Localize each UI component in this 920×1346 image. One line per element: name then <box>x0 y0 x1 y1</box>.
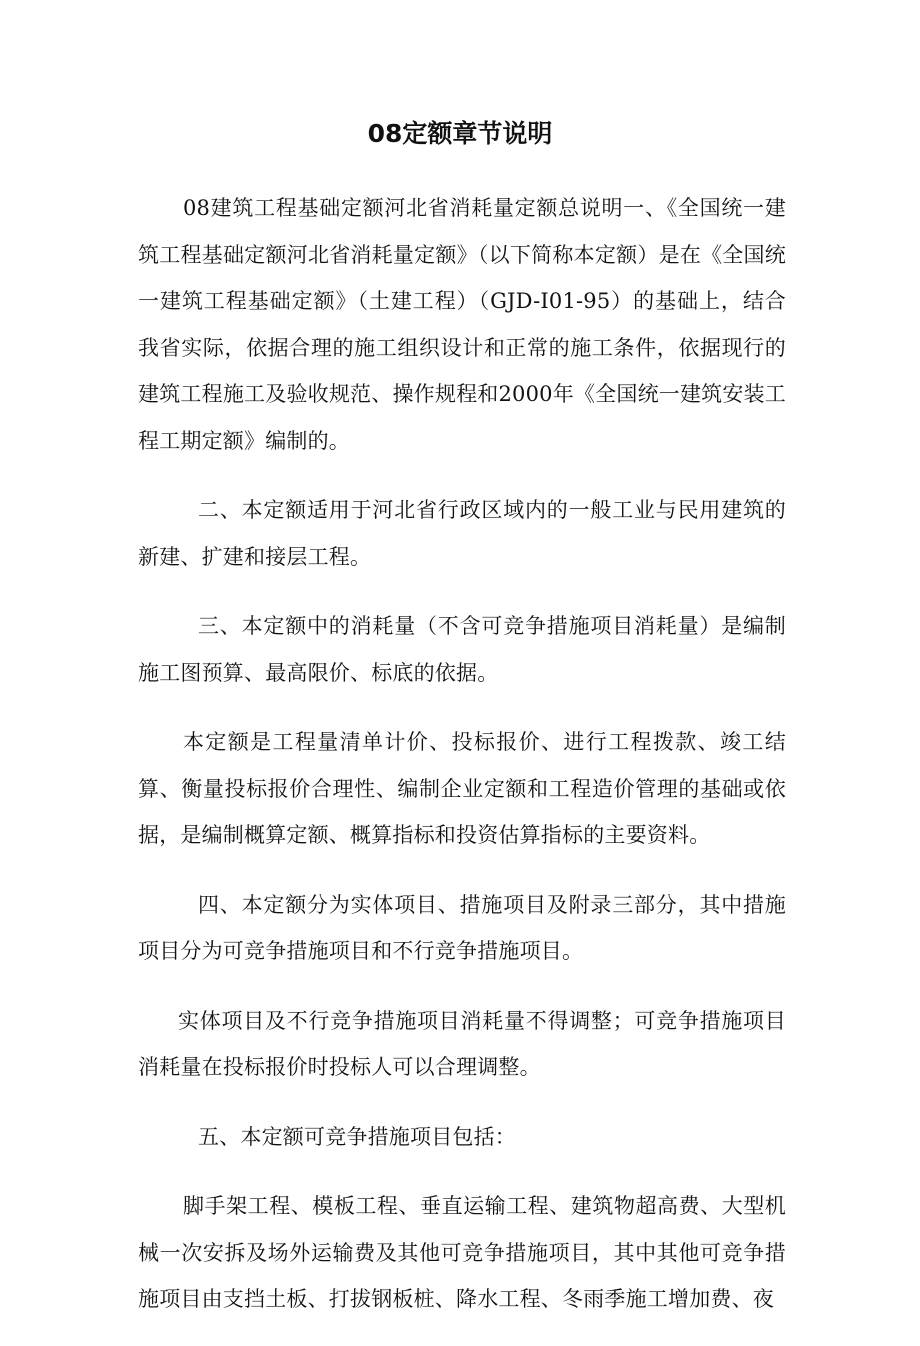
paragraph-competitive-items-heading: 五、本定额可竞争措施项目包括： <box>198 1124 516 1149</box>
paragraph-pricing-basis: 本定额是工程量清单计价、投标报价、进行工程拨款、竣工结算、衡量投标报价合理性、编制企业定额和工程造价管理的基础或依据，是编制概算定额、概算指标和投资估算指标的主要资料。 <box>138 730 786 847</box>
paragraph-competitive-items-list: 脚手架工程、模板工程、垂直运输工程、建筑物超高费、大型机械一次安拆及场外运输费及其他可竞争措施项目，其中其他可竞争措施项目由支挡土板、打拔钢板桩、降水工程、冬雨季施工增加费、夜 <box>138 1194 786 1311</box>
paragraph-general-intro: 08建筑工程基础定额河北省消耗量定额总说明一、《全国统一建筑工程基础定额河北省消耗量定额》（以下简称本定额）是在《全国统一建筑工程基础定额》（土建工程）（GJD-I01-95）的基础上，结合我省实际，依据合理的施工组织设计和正常的施工条件，依据现行的建筑工程施工及验收规范、操作规程和2000年《全国统一建筑安装工程工期定额》编制的。 <box>138 196 786 453</box>
paragraph-consumption-basis: 三、本定额中的消耗量（不含可竞争措施项目消耗量）是编制施工图预算、最高限价、标底的依据。 <box>138 614 786 685</box>
paragraph-scope: 二、本定额适用于河北省行政区域内的一般工业与民用建筑的新建、扩建和接层工程。 <box>138 498 786 569</box>
page-title: 08定额章节说明 <box>367 119 553 148</box>
document-body <box>138 185 786 1346</box>
paragraph-adjustment-rules: 实体项目及不行竞争措施项目消耗量不得调整；可竞争措施项目消耗量在投标报价时投标人可以合理调整。 <box>138 1008 786 1079</box>
paragraph-structure: 四、本定额分为实体项目、措施项目及附录三部分，其中措施项目分为可竞争措施项目和不行竞争措施项目。 <box>138 892 786 963</box>
